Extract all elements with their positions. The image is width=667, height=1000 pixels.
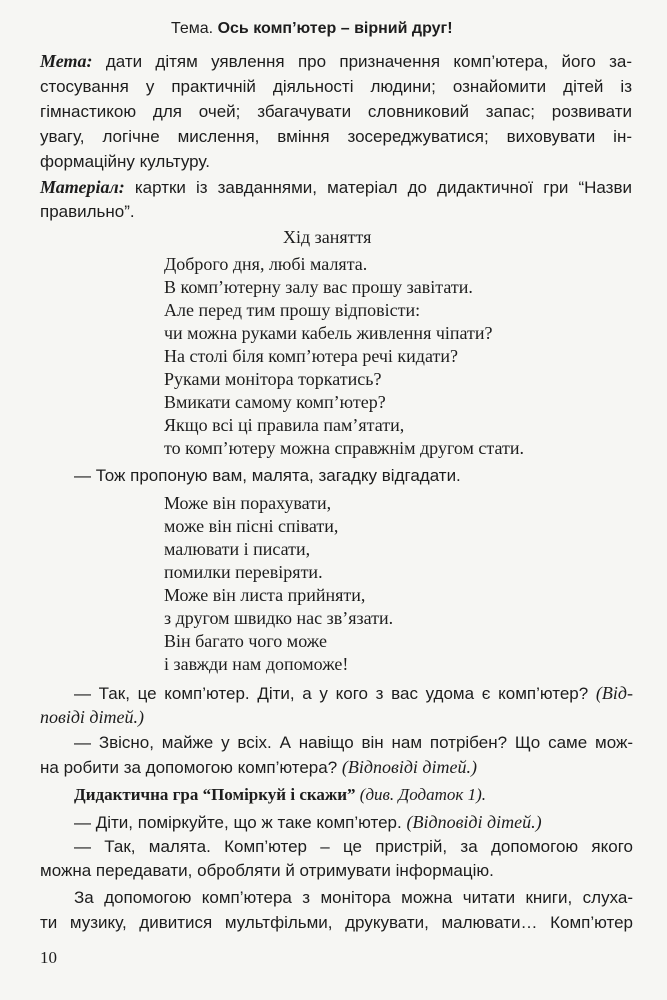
- poem2-line: Він багато чого може: [164, 631, 327, 651]
- poem1-line: то комп’ютеру можна справжнім другом стати.: [164, 438, 525, 458]
- paragraph-4-line-2: можна передавати, обробляти й отримувати інформацію.: [40, 861, 494, 880]
- goal-label: Мета:: [40, 51, 93, 71]
- poem2-line: і завжди нам допоможе!: [164, 654, 349, 674]
- topic-title: Ось комп’ютер – вірний друг!: [217, 20, 453, 37]
- poem1-line: Доброго дня, любі малята.: [164, 254, 368, 274]
- poem2-line: малювати і писати,: [164, 539, 311, 559]
- poem1-line: чи можна руками кабель живлення чіпати?: [164, 323, 493, 343]
- page-number: 10: [40, 948, 57, 967]
- material-line-2: правильно”.: [40, 202, 135, 221]
- paragraph-2-line-2: на робити за допомогою комп’ютера? (Відповіді дітей.): [40, 757, 478, 777]
- paragraph-1-line-1: — Так, це комп’ютер. Діти, а у кого з вас удома є комп’ютер? (Від-: [74, 683, 633, 703]
- topic-heading: [171, 18, 453, 40]
- goal-line-5: формаційну культуру.: [40, 152, 210, 171]
- goal-line-4: увагу, логічне мислення, вміння зосереджуватися; виховувати ін-: [40, 127, 632, 146]
- riddle-intro: — Тож пропоную вам, малята, загадку відгадати.: [74, 466, 461, 485]
- poem2-line: з другом швидко нас зв’язати.: [164, 608, 394, 628]
- paragraph-4-line-1: — Так, малята. Комп’ютер – це пристрій, за допомогою якого: [74, 837, 633, 856]
- paragraph-3: — Діти, поміркуйте, що ж таке комп’ютер. (Відповіді дітей.): [74, 812, 542, 832]
- paragraph-2-line-1: — Звісно, майже у всіх. А навіщо він нам потрібен? Що саме мож-: [74, 733, 633, 752]
- goal-line-1: Мета: дати дітям уявлення про призначення комп’ютера, його за-: [40, 51, 632, 71]
- poem1-line: Руками монітора торкатись?: [164, 369, 382, 389]
- material-line-1: Матеріал: картки із завданнями, матеріал до дидактичної гри “Назви: [40, 177, 632, 197]
- poem1-line: Якщо всі ці правила пам’ятати,: [164, 415, 405, 435]
- poem1-line: Вмикати самому комп’ютер?: [164, 392, 386, 412]
- material-label: Матеріал:: [40, 177, 125, 197]
- poem2-line: помилки перевіряти.: [164, 562, 323, 582]
- poem2-line: Може він порахувати,: [164, 493, 332, 513]
- paragraph-5-line-1: За допомогою комп’ютера з монітора можна читати книги, слуха-: [74, 888, 633, 907]
- goal-line-3: гімнастикою для очей; збагачувати словниковий запас; розвивати: [40, 102, 632, 121]
- lesson-heading: Хід заняття: [283, 227, 372, 247]
- poem1-line: На столі біля комп’ютера речі кидати?: [164, 346, 458, 366]
- poem2-line: Може він листа прийняти,: [164, 585, 366, 605]
- goal-line-2: стосування у практичній діяльності людини; ознайомити дітей із: [40, 77, 632, 96]
- poem1-line: В комп’ютерну залу вас прошу завітати.: [164, 277, 473, 297]
- poem2-line: може він пісні співати,: [164, 516, 339, 536]
- topic-label: Тема.: [171, 20, 214, 37]
- didactic-game-heading: Дидактична гра “Поміркуй і скажи” (див. Додаток 1).: [74, 785, 487, 804]
- paragraph-1-line-2: повіді дітей.): [40, 707, 145, 727]
- paragraph-5-line-2: ти музику, дивитися мультфільми, друкувати, малювати… Комп’ютер: [40, 913, 633, 932]
- poem1-line: Але перед тим прошу відповісти:: [164, 300, 421, 320]
